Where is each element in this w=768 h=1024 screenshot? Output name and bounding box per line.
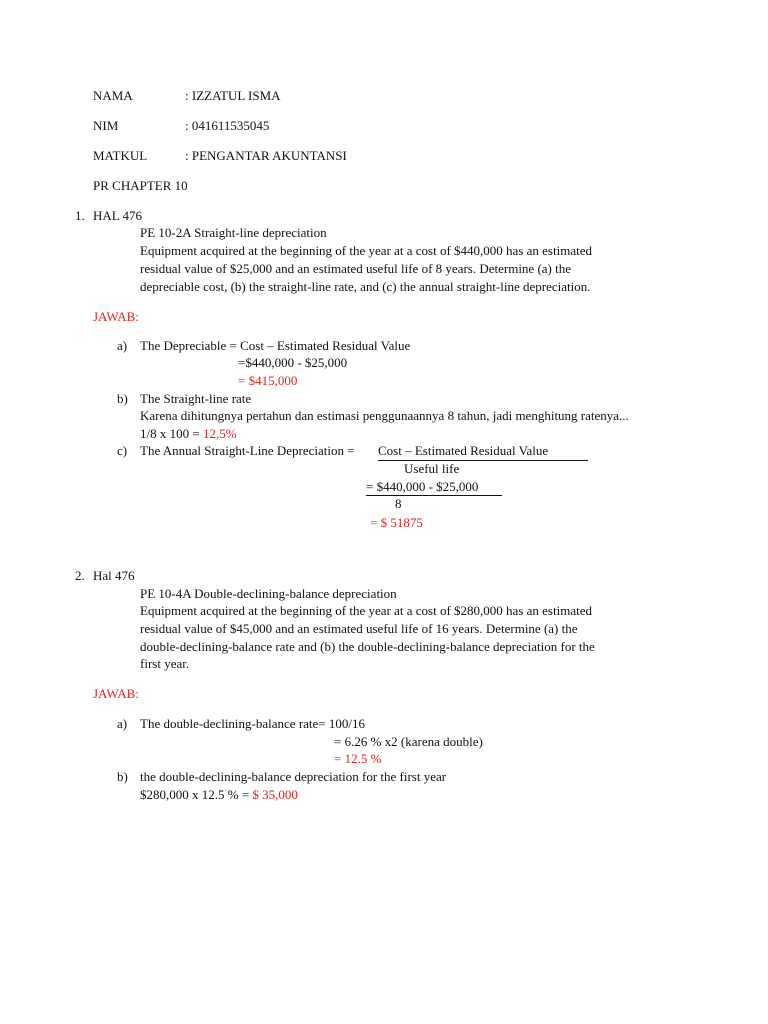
q2-a-calculation: = 6.26 % x2 (karena double) bbox=[334, 734, 483, 749]
q1-text-line-1: Equipment acquired at the beginning of the year at a cost of $440,000 has an estimated bbox=[140, 243, 592, 258]
q1-text-line-2: residual value of $25,000 and an estimated useful life of 8 years. Determine (a) the bbox=[140, 261, 572, 276]
q2-jawab-heading: JAWAB: bbox=[93, 686, 139, 701]
q2-text-line-4: first year. bbox=[140, 656, 190, 671]
pr-title: PR CHAPTER 10 bbox=[93, 178, 188, 193]
q2-number: 2. bbox=[75, 568, 85, 583]
q1-b-heading: The Straight-line rate bbox=[140, 391, 252, 406]
q2-text-line-2: residual value of $45,000 and an estimated useful life of 16 years. Determine (a) the bbox=[140, 621, 578, 636]
q1-c-denominator-value: 8 bbox=[395, 496, 402, 511]
q2-a-label: a) bbox=[117, 716, 128, 731]
q1-text-line-3: depreciable cost, (b) the straight-line rate, and (c) the annual straight-line depreciation. bbox=[140, 279, 591, 294]
q1-b-result: 12,5% bbox=[202, 426, 237, 441]
q1-b-label: b) bbox=[117, 391, 128, 406]
nim-value: : 041611535045 bbox=[185, 118, 270, 133]
q1-jawab-heading: JAWAB: bbox=[93, 309, 139, 324]
nama-value: : IZZATUL ISMA bbox=[185, 88, 281, 103]
q1-title: PE 10-2A Straight-line depreciation bbox=[140, 225, 327, 240]
q1-c-formula-prefix: The Annual Straight-Line Depreciation = bbox=[140, 443, 355, 458]
q2-b-calculation-text: $280,000 x 12.5 % = bbox=[140, 787, 253, 802]
q2-a-formula: The double-declining-balance rate= 100/16 bbox=[140, 716, 365, 731]
q1-b-explanation: Karena dihitungnya pertahun dan estimasi penggunaannya 8 tahun, jadi menghitung ratenya... bbox=[140, 408, 629, 423]
q2-hal: Hal 476 bbox=[93, 568, 135, 583]
q2-b-label: b) bbox=[117, 769, 128, 784]
q2-title: PE 10-4A Double-declining-balance depreciation bbox=[140, 586, 397, 601]
q1-a-calculation: =$440,000 - $25,000 bbox=[238, 355, 348, 370]
q1-a-formula: The Depreciable = Cost – Estimated Residual Value bbox=[140, 338, 411, 353]
q1-c-numerator: Cost – Estimated Residual Value bbox=[378, 443, 549, 458]
nim-label: NIM bbox=[93, 118, 119, 133]
q1-c-label: c) bbox=[117, 443, 128, 458]
q2-b-result: $ 35,000 bbox=[252, 787, 298, 802]
nama-label: NAMA bbox=[93, 88, 133, 103]
q1-hal: HAL 476 bbox=[93, 208, 142, 223]
q2-text-line-1: Equipment acquired at the beginning of the year at a cost of $280,000 has an estimated bbox=[140, 603, 592, 618]
q1-a-result: = $415,000 bbox=[238, 373, 298, 388]
q2-b-heading: the double-declining-balance depreciation for the first year bbox=[140, 769, 447, 784]
q2-text-line-3: double-declining-balance rate and (b) the double-declining-balance depreciation for the bbox=[140, 639, 595, 654]
q2-b-calculation bbox=[140, 787, 298, 802]
q1-number: 1. bbox=[75, 208, 85, 223]
q1-c-numerator-values: = $440,000 - $25,000 bbox=[366, 479, 479, 494]
q1-a-label: a) bbox=[117, 338, 128, 353]
matkul-value: : PENGANTAR AKUNTANSI bbox=[185, 148, 347, 163]
q1-b-calculation bbox=[140, 426, 237, 441]
matkul-label: MATKUL bbox=[93, 148, 148, 163]
q1-c-denominator: Useful life bbox=[404, 461, 460, 476]
q1-c-fraction-line-2 bbox=[366, 495, 502, 496]
q1-b-calculation-text: 1/8 x 100 = bbox=[140, 426, 203, 441]
q2-a-result: = 12.5 % bbox=[334, 751, 382, 766]
q1-c-result: = $ 51875 bbox=[370, 515, 423, 530]
